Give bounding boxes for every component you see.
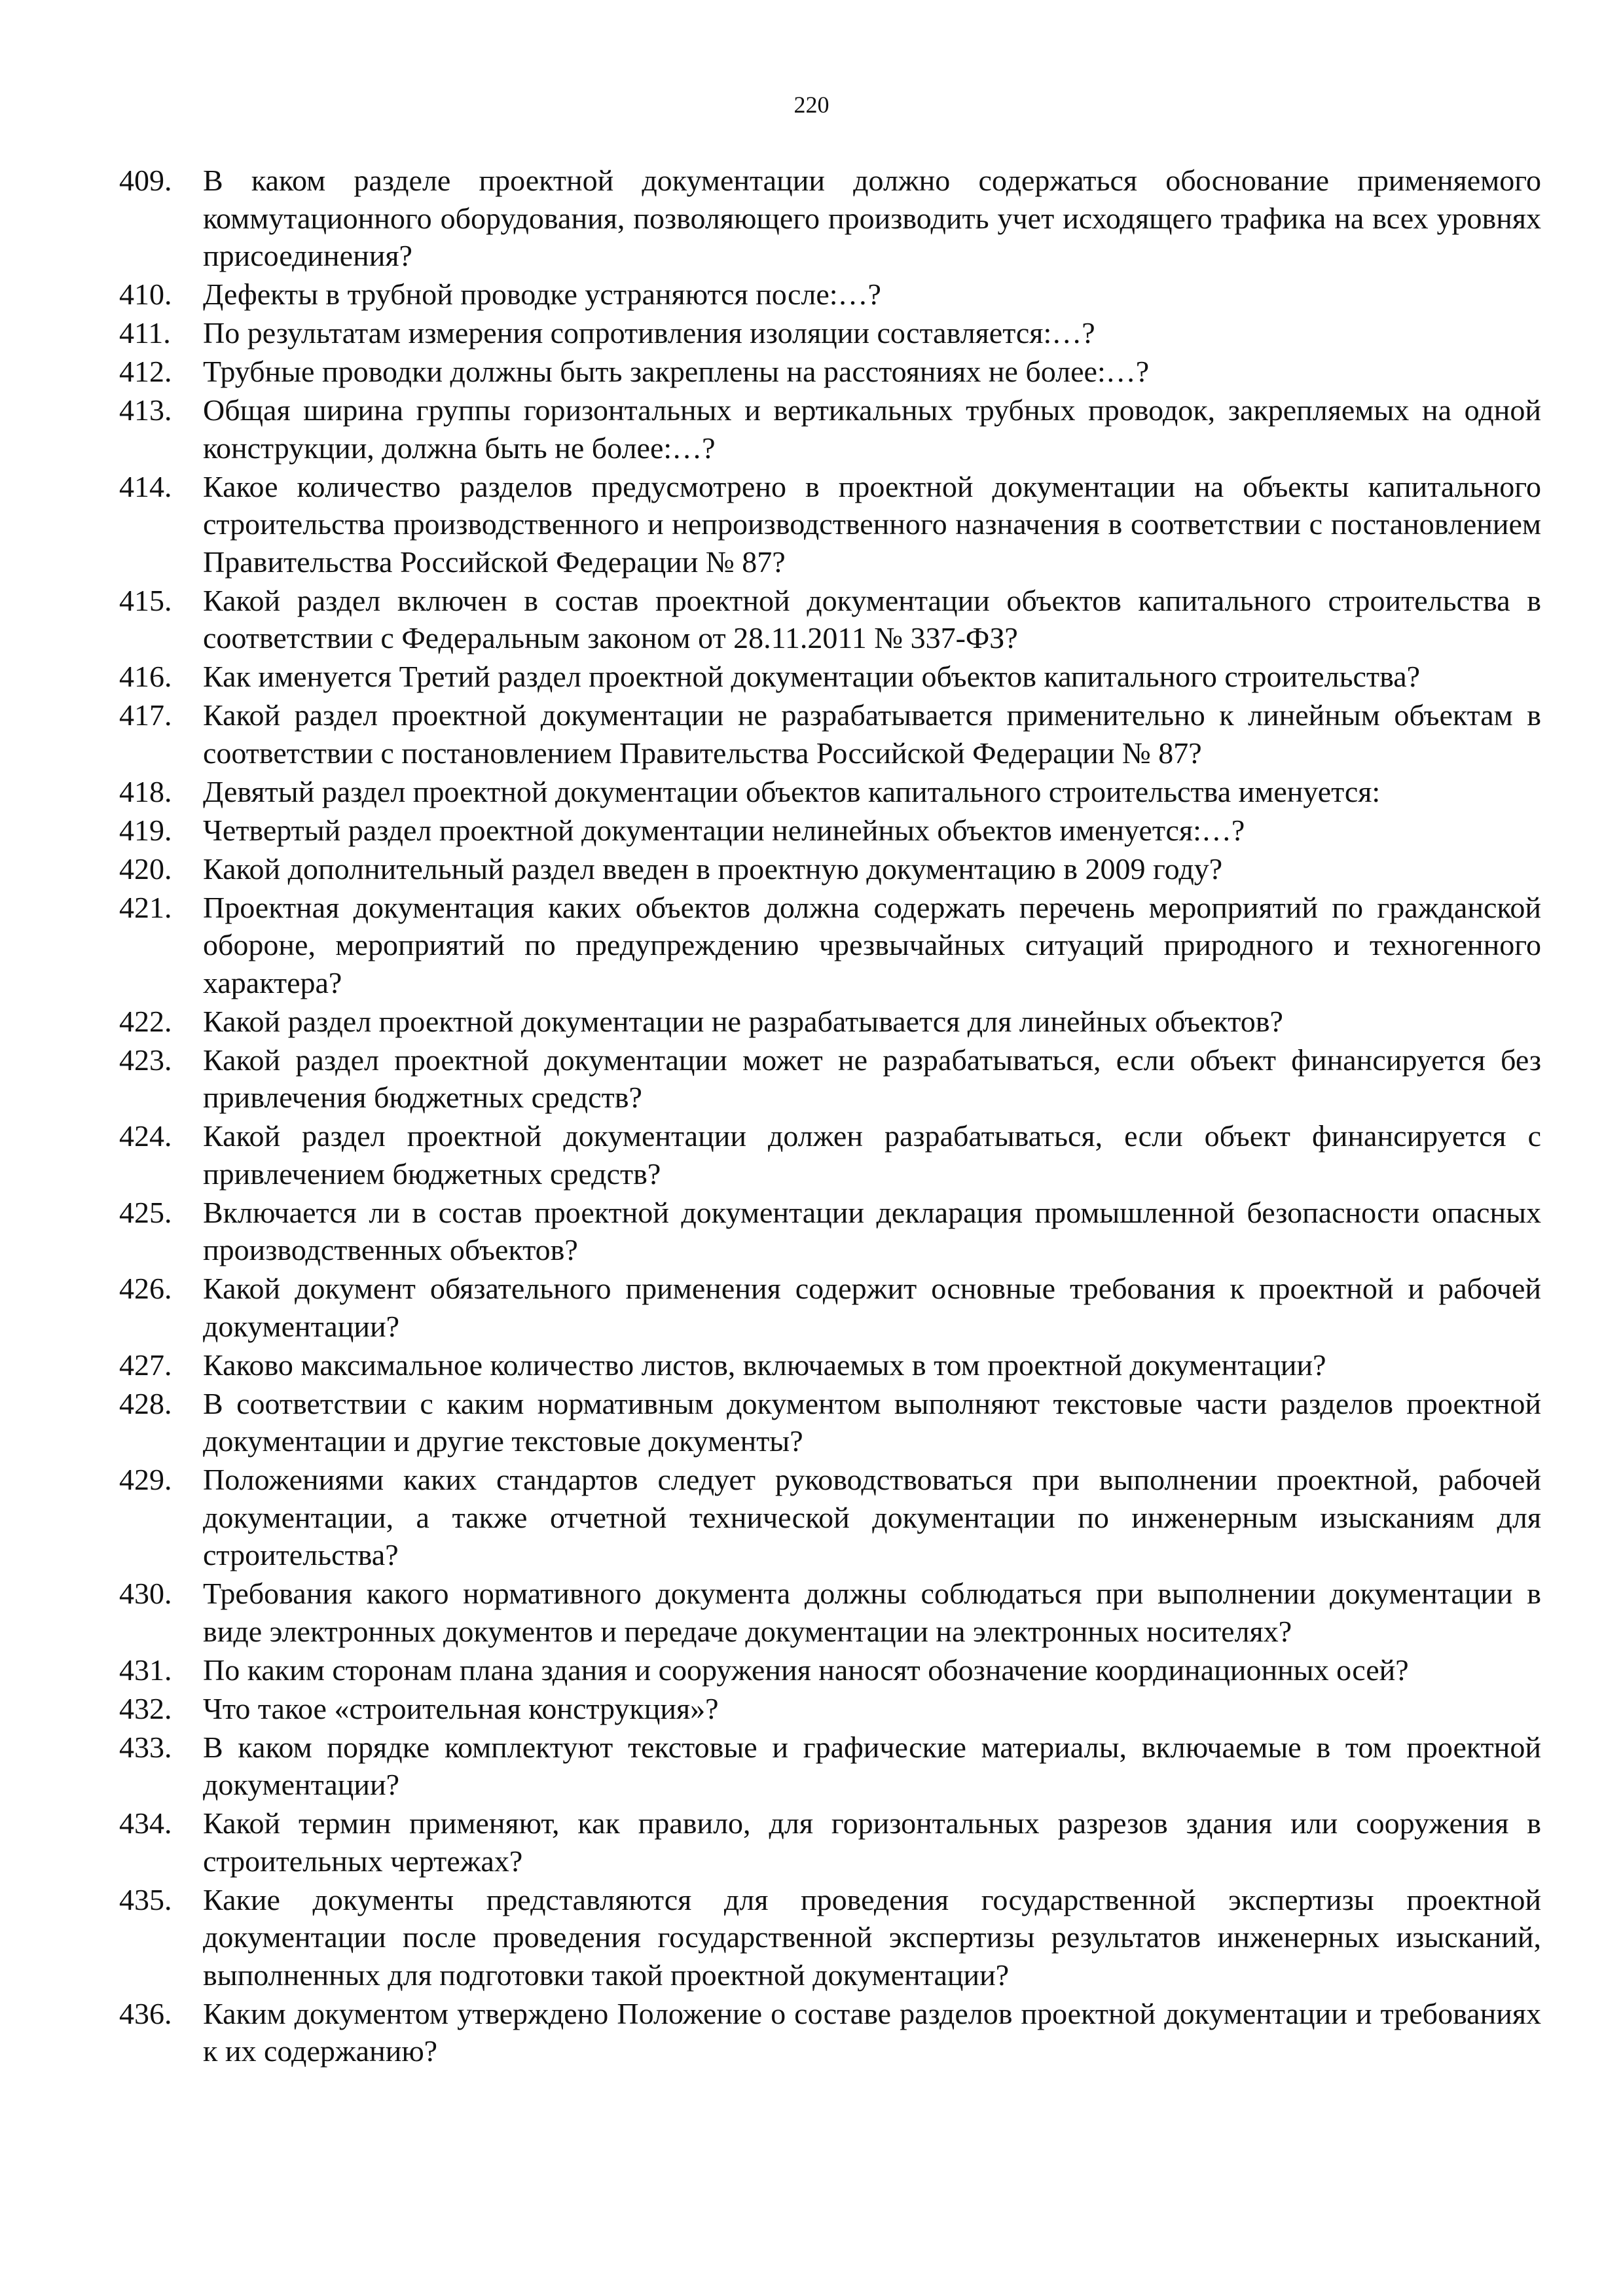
question-item bbox=[119, 1575, 1541, 1650]
question-item bbox=[119, 773, 1541, 811]
question-item bbox=[119, 1346, 1541, 1384]
question-text: Что такое «строительная конструкция»? bbox=[203, 1691, 719, 1725]
question-text: В каком разделе проектной документации должно содержаться обоснование применяемого коммутационного оборудования, позволяющего производить учет исходящего трафика на всех уровнях присоединения? bbox=[203, 164, 1541, 272]
question-text: Четвертый раздел проектной документации нелинейных объектов именуется:…? bbox=[203, 813, 1245, 847]
question-item bbox=[119, 658, 1541, 696]
question-number: 414. bbox=[119, 469, 172, 503]
question-item bbox=[119, 1270, 1541, 1345]
question-item bbox=[119, 1690, 1541, 1728]
question-text: Какой термин применяют, как правило, для горизонтальных разрезов здания или сооружения в строительных чертежах? bbox=[203, 1806, 1541, 1878]
question-text: Каким документом утверждено Положение о составе разделов проектной документации и требованиях к их содержанию? bbox=[203, 1996, 1541, 2068]
question-text: Дефекты в трубной проводке устраняются после:…? bbox=[203, 278, 881, 311]
question-item bbox=[119, 1003, 1541, 1041]
question-number: 427. bbox=[119, 1348, 172, 1382]
question-item bbox=[119, 353, 1541, 391]
question-number: 412. bbox=[119, 355, 172, 388]
question-number: 413. bbox=[119, 393, 172, 427]
question-item bbox=[119, 696, 1541, 772]
question-text: Какой раздел проектной документации не разрабатывается применительно к линейным объектам в соответствии с постановлением Правительства Российской Федерации № 87? bbox=[203, 698, 1541, 770]
question-text: Требования какого нормативного документа должны соблюдаться при выполнении документации в виде электронных документов и передаче документации на электронных носителях? bbox=[203, 1577, 1541, 1648]
question-text: Какой раздел проектной документации может не разрабатываться, если объект финансируется без привлечения бюджетных средств? bbox=[203, 1043, 1541, 1114]
question-number: 410. bbox=[119, 278, 172, 311]
question-number: 423. bbox=[119, 1043, 172, 1077]
question-number: 422. bbox=[119, 1004, 172, 1038]
question-text: Положениями каких стандартов следует руководствоваться при выполнении проектной, рабочей документации, а также отчетной технической документации по инженерным изысканиям для строительства? bbox=[203, 1463, 1541, 1571]
question-text: Каково максимальное количество листов, включаемых в том проектной документации? bbox=[203, 1348, 1326, 1382]
question-number: 420. bbox=[119, 852, 172, 886]
question-item bbox=[119, 1385, 1541, 1460]
question-text: Включается ли в состав проектной документации декларация промышленной безопасности опасных производственных объектов? bbox=[203, 1195, 1541, 1266]
question-item bbox=[119, 812, 1541, 850]
question-text: Какой дополнительный раздел введен в проектную документацию в 2009 году? bbox=[203, 852, 1223, 886]
question-number: 436. bbox=[119, 1996, 172, 2030]
question-number: 417. bbox=[119, 698, 172, 732]
question-text: Какое количество разделов предусмотрено в проектной документации на объекты капитального строительства производственного и непроизводственного назначения в соответствии с постановлением Правительства Российской Федерации № 87? bbox=[203, 469, 1541, 579]
question-item bbox=[119, 889, 1541, 1002]
question-item bbox=[119, 276, 1541, 314]
question-text: Какой документ обязательного применения содержит основные требования к проектной и рабочей документации? bbox=[203, 1272, 1541, 1343]
question-text: Проектная документация каких объектов должна содержать перечень мероприятий по гражданской обороне, мероприятий по предупреждению чрезвычайных ситуаций природного и техногенного характера? bbox=[203, 890, 1541, 999]
question-number: 434. bbox=[119, 1806, 172, 1840]
question-number: 431. bbox=[119, 1653, 172, 1687]
question-text: Какие документы представляются для проведения государственной экспертизы проектной документации после проведения государственной экспертизы результатов инженерных изысканий, выполненных для подготовки такой проектной документации? bbox=[203, 1882, 1541, 1992]
question-item bbox=[119, 850, 1541, 888]
question-text: Трубные проводки должны быть закреплены на расстояниях не более:…? bbox=[203, 355, 1150, 388]
question-item bbox=[119, 1881, 1541, 1994]
question-item bbox=[119, 1995, 1541, 2070]
question-number: 435. bbox=[119, 1882, 172, 1916]
question-text: В каком порядке комплектуют текстовые и графические материалы, включаемые в том проектной документации? bbox=[203, 1730, 1541, 1801]
question-number: 411. bbox=[119, 316, 171, 350]
question-text: По каким сторонам плана здания и сооружения наносят обозначение координационных осей? bbox=[203, 1653, 1409, 1687]
question-number: 428. bbox=[119, 1386, 172, 1420]
page-number: 220 bbox=[793, 92, 830, 118]
question-item bbox=[119, 391, 1541, 467]
question-item bbox=[119, 1729, 1541, 1804]
question-text: Как именуется Третий раздел проектной документации объектов капитального строительства? bbox=[203, 660, 1421, 693]
question-text: По результатам измерения сопротивления изоляции составляется:…? bbox=[203, 316, 1095, 350]
question-item bbox=[119, 468, 1541, 581]
question-number: 421. bbox=[119, 890, 172, 924]
question-text: Общая ширина группы горизонтальных и вертикальных трубных проводок, закрепляемых на одной конструкции, должна быть не более:…? bbox=[203, 393, 1541, 465]
question-number: 429. bbox=[119, 1463, 172, 1496]
question-text: Какой раздел проектной документации не разрабатывается для линейных объектов? bbox=[203, 1004, 1283, 1038]
question-number: 409. bbox=[119, 164, 172, 197]
question-item bbox=[119, 582, 1541, 657]
question-number: 425. bbox=[119, 1195, 172, 1229]
question-text: Какой раздел включен в состав проектной документации объектов капитального строительства в соответствии с Федеральным законом от 28.11.2011 № 337-ФЗ? bbox=[203, 583, 1541, 655]
question-item bbox=[119, 1194, 1541, 1269]
question-text: Девятый раздел проектной документации объектов капитального строительства именуется: bbox=[203, 774, 1381, 808]
question-item bbox=[119, 1651, 1541, 1689]
question-text: Какой раздел проектной документации должен разрабатываться, если объект финансируется с привлечением бюджетных средств? bbox=[203, 1119, 1541, 1191]
question-number: 416. bbox=[119, 660, 172, 693]
question-item bbox=[119, 1461, 1541, 1574]
question-list bbox=[119, 162, 1541, 2071]
question-number: 424. bbox=[119, 1119, 172, 1153]
question-number: 426. bbox=[119, 1272, 172, 1305]
question-number: 419. bbox=[119, 813, 172, 847]
question-number: 433. bbox=[119, 1730, 172, 1764]
question-item bbox=[119, 1804, 1541, 1880]
question-item bbox=[119, 162, 1541, 275]
question-item bbox=[119, 314, 1541, 352]
question-number: 418. bbox=[119, 774, 172, 808]
question-number: 415. bbox=[119, 583, 172, 617]
question-number: 432. bbox=[119, 1691, 172, 1725]
question-item bbox=[119, 1117, 1541, 1193]
question-number: 430. bbox=[119, 1577, 172, 1610]
question-item bbox=[119, 1041, 1541, 1117]
question-text: В соответствии с каким нормативным документом выполняют текстовые части разделов проектной документации и другие текстовые документы? bbox=[203, 1386, 1541, 1458]
